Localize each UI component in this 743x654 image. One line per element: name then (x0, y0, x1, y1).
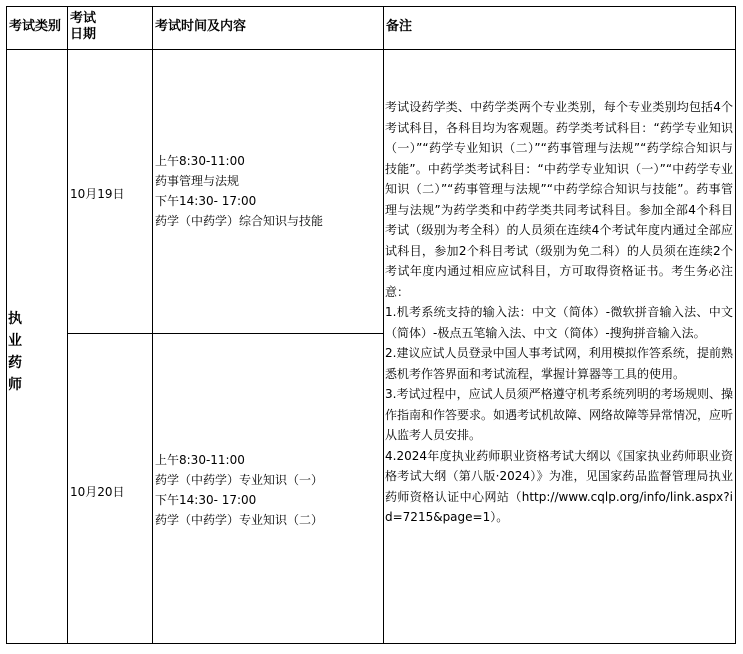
notes-intro: 考试设药学类、中药学类两个专业类别，每个专业类别均包括4个考试科目，各科目均为客观题。药学类考试科目：“药学专业知识（一）”“药学专业知识（二）”“药事管理与法规”“药学综合知识与技能”。中药学类考试科目：“中药学专业知识（一）”“中药学专业知识（二）”“药事管理与法规”“中药学综合知识与技能”。药事管理与法规”为药学类和中药学类共同考试科目。参加全部4个科目考试（级别为考全科）的人员须在连续4个考试年度内通过全部应试科目，参加2个科目考试（级别为免二科）的人员须在连续2个考试年度内通过相应应试科目，方可取得资格证书。考生务必注意： (385, 100, 733, 299)
table-border-right (735, 6, 736, 644)
notes-item-2: 2.建议应试人员登录中国人事考试网，利用模拟作答系统，提前熟悉机考作答界面和考试流程，掌握计算器等工具的使用。 (385, 346, 733, 381)
day-divider (67, 333, 383, 334)
notes-item-1: 1.机考系统支持的输入法：中文（简体）-微软拼音输入法、中文（简体）-极点五笔输入法、中文（简体）-搜狗拼音输入法。 (385, 305, 733, 340)
day2-date-text: 10月20日 (70, 485, 125, 499)
column-divider-2 (152, 6, 153, 644)
category-char: 业 (8, 333, 22, 349)
table-border-bottom (6, 643, 736, 644)
category-char: 药 (8, 355, 22, 371)
column-divider-1 (67, 6, 68, 644)
header-category-text: 考试类别 (9, 19, 62, 34)
day1-morning-time: 上午8:30-11:00 (155, 154, 245, 168)
category-char: 执 (8, 311, 22, 327)
notes-item-4: 4.2024年度执业药师职业资格考试大纲以《国家执业药师职业资格考试大纲（第八版·2024）》为准，见国家药品监督管理局执业药师资格认证中心网站（http://www.cqlp.org/info/link.aspx?id=7215&page=1）。 (385, 448, 733, 524)
day2-morning-time: 上午8:30-11:00 (155, 453, 245, 467)
category-char: 师 (8, 377, 22, 393)
notes-item-3: 3.考试过程中，应试人员须严格遵守机考系统列明的考场规则、操作指南和作答要求。如遇考试机故障、网络故障等异常情况，应听从监考人员安排。 (385, 387, 734, 442)
day1-afternoon-time: 下午14:30- 17:00 (155, 194, 257, 208)
header-category (9, 19, 67, 35)
day1-date (70, 184, 150, 204)
header-time-content-text: 考试时间及内容 (155, 19, 247, 34)
notes-cell (385, 97, 733, 528)
header-notes-text: 备注 (386, 19, 413, 34)
header-divider (6, 49, 736, 50)
table-border-left (6, 6, 7, 644)
column-divider-3 (383, 6, 384, 644)
day1-schedule (155, 151, 381, 231)
day2-afternoon-time: 下午14:30- 17:00 (155, 493, 257, 507)
day1-morning-subject: 药事管理与法规 (155, 174, 240, 188)
header-date-line2: 日期 (70, 27, 97, 42)
header-date (70, 11, 150, 43)
header-time-content (155, 19, 381, 35)
day2-date (70, 482, 150, 502)
day2-schedule (155, 450, 381, 530)
header-notes (386, 19, 732, 35)
day2-afternoon-subject: 药学（中药学）专业知识（二） (155, 513, 324, 527)
exam-schedule-table (6, 6, 736, 644)
header-date-line1: 考试 (70, 11, 97, 26)
day1-date-text: 10月19日 (70, 187, 125, 201)
day2-morning-subject: 药学（中药学）专业知识（一） (155, 473, 324, 487)
category-cell (8, 308, 64, 396)
table-border-top (6, 6, 736, 7)
day1-afternoon-subject: 药学（中药学）综合知识与技能 (155, 214, 324, 228)
